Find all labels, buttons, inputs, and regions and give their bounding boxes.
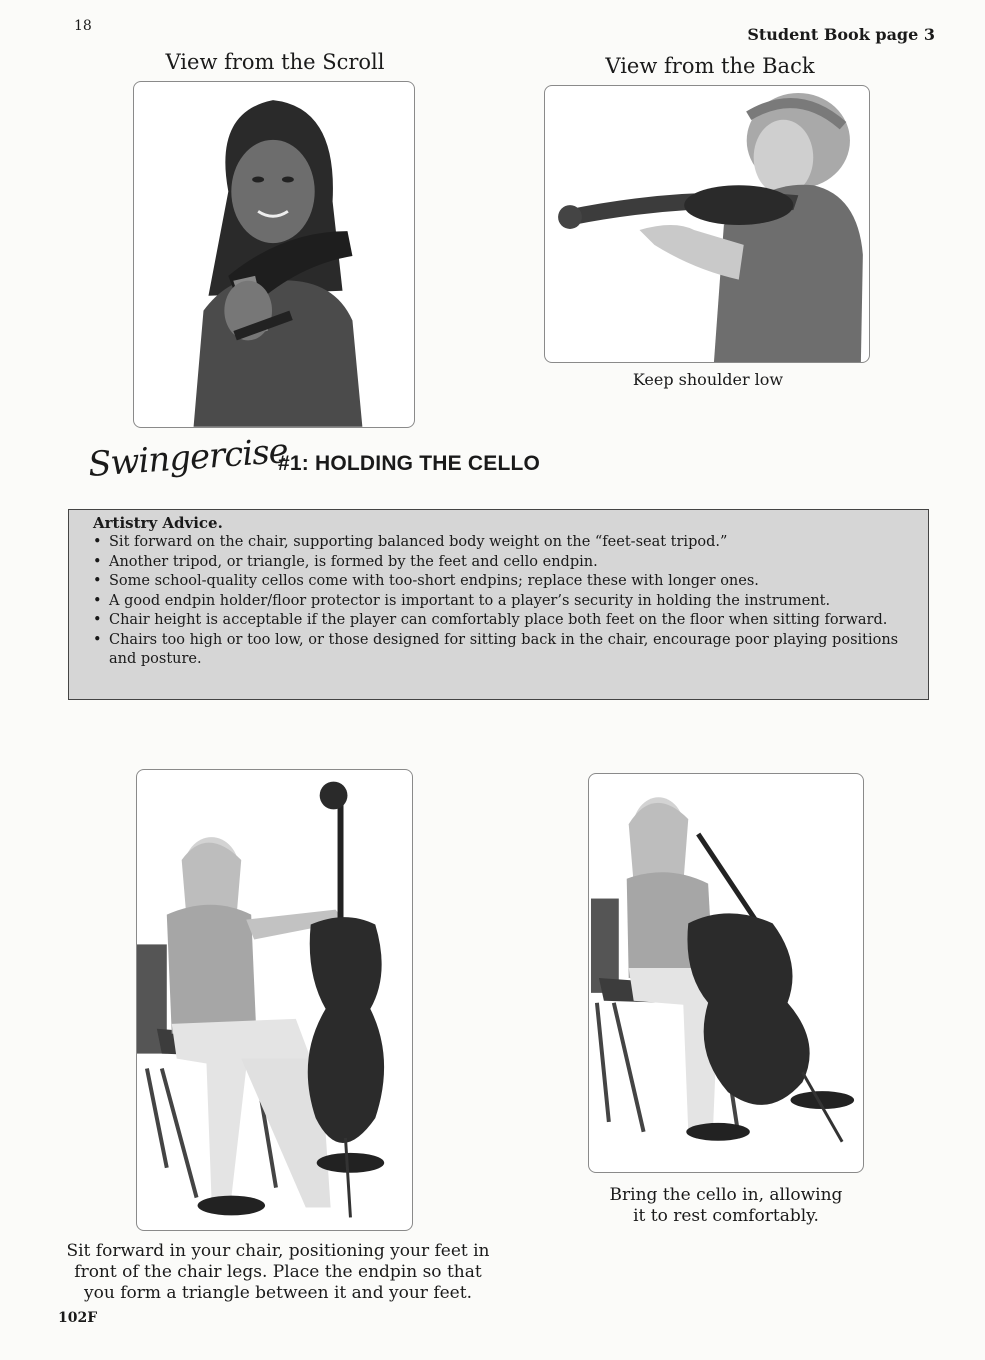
advice-heading: Artistry Advice.	[93, 514, 223, 532]
advice-item: • Chairs too high or too low, or those designed for sitting back in the chair, encourage poor playing positions and posture.	[93, 631, 914, 669]
caption-line: it to rest comfortably.	[633, 1206, 819, 1226]
footer-code: 102F	[58, 1310, 98, 1326]
back-view-caption: Keep shoulder low	[632, 370, 784, 389]
book-reference: Student Book page 3	[747, 25, 935, 44]
exercise-title: #1: HOLDING THE CELLO	[278, 452, 541, 475]
advice-item: • Chair height is acceptable if the player can comfortably place both feet on the floor when sitting forward.	[93, 611, 914, 630]
bring-cello-in-caption	[588, 1185, 864, 1227]
bring-cello-in-photo	[588, 773, 864, 1173]
scroll-view-photo	[133, 81, 415, 428]
scroll-view-title: View from the Scroll	[165, 50, 385, 74]
violinist-back-illustration	[545, 86, 869, 362]
swingercise-logo: Swingercise	[86, 431, 289, 485]
cellist-sitting-forward-illustration	[137, 770, 412, 1230]
artistry-advice-box	[68, 509, 929, 700]
advice-item: • A good endpin holder/floor protector is important to a player’s security in holding the instrument.	[93, 592, 914, 611]
advice-list	[93, 533, 914, 669]
page-number: 18	[74, 18, 92, 34]
advice-item: • Another tripod, or triangle, is formed by the feet and cello endpin.	[93, 553, 914, 572]
advice-item: • Sit forward on the chair, supporting balanced body weight on the “feet-seat tripod.”	[93, 533, 914, 552]
caption-line: front of the chair legs. Place the endpin so that	[74, 1262, 482, 1282]
cellist-bringing-cello-in-illustration	[589, 774, 863, 1172]
caption-line: you form a triangle between it and your feet.	[84, 1283, 472, 1303]
sit-forward-photo	[136, 769, 413, 1231]
back-view-title: View from the Back	[605, 54, 815, 78]
caption-line: Sit forward in your chair, positioning your feet in	[66, 1241, 490, 1261]
back-view-photo	[544, 85, 870, 363]
violinist-front-illustration	[134, 82, 414, 427]
caption-line: Bring the cello in, allowing	[609, 1185, 843, 1205]
sit-forward-caption	[58, 1241, 498, 1304]
advice-item: • Some school-quality cellos come with too-short endpins; replace these with longer ones.	[93, 572, 914, 591]
